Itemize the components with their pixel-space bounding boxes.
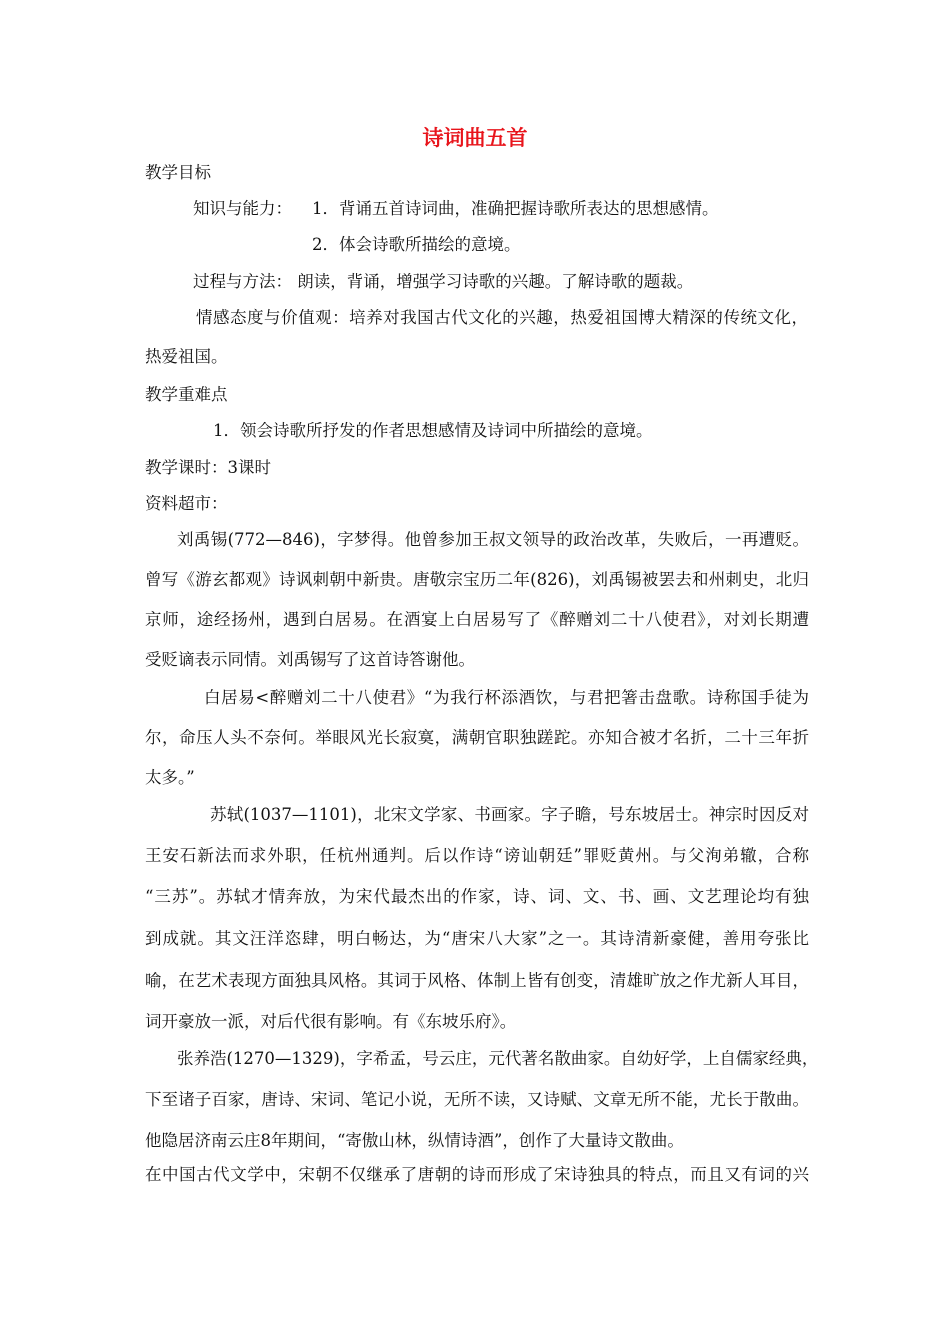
zhang-line-3: 他隐居济南云庄8年期间，“寄傲山林，纵情诗酒”，创作了大量诗文散曲。 <box>145 1131 684 1150</box>
su-line-6: 词开豪放一派，对后代很有影响。有《东坡乐府》。 <box>145 1012 517 1031</box>
knowledge-item-2: 2．体会诗歌所描绘的意境。 <box>312 235 521 254</box>
zhang-line-1: 张养浩(1270—1329)，字希孟，号云庄，元代著名散曲家。自幼好学，上自儒家经典， <box>177 1049 819 1068</box>
su-line-4: 到成就。其文汪洋恣肆，明白畅达，为“唐宋八大家”之一。其诗清新豪健，善用夸张比 <box>145 929 809 948</box>
su-line-3: “三苏”。苏轼才情奔放，为宋代最杰出的作家，诗、词、文、书、画、文艺理论均有独 <box>145 887 809 906</box>
class-hours: 教学课时：3课时 <box>145 458 271 477</box>
liu-line-2: 曾写《游玄都观》诗讽刺朝中新贵。唐敬宗宝历二年(826)，刘禹锡被罢去和州刺史，北归 <box>145 570 809 589</box>
su-line-2: 王安石新法而求外职，任杭州通判。后以作诗“谤讪朝廷”罪贬黄州。与父洵弟辙，合称 <box>145 846 809 865</box>
liu-line-3: 京师，途经扬州，遇到白居易。在酒宴上白居易写了《醉赠刘二十八使君》，对刘长期遭 <box>145 610 809 629</box>
process-method: 过程与方法： 朗读，背诵，增强学习诗歌的兴趣。了解诗歌的题裁。 <box>193 272 694 291</box>
song-line-1: 在中国古代文学中，宋朝不仅继承了唐朝的诗而形成了宋诗独具的特点，而且又有词的兴 <box>145 1165 809 1184</box>
emotion-line-2: 热爱祖国。 <box>145 347 228 366</box>
su-line-5: 喻，在艺术表现方面独具风格。其词于风格、体制上皆有创变，清雄旷放之作尤新人耳目， <box>145 971 809 990</box>
bai-line-3: 太多。” <box>145 768 195 787</box>
bai-line-1: 白居易<醉赠刘二十八使君》“为我行杯添酒饮，与君把箸击盘歌。诗称国手徒为 <box>204 688 809 707</box>
objectives-heading: 教学目标 <box>145 163 211 182</box>
su-line-1: 苏轼(1037—1101)，北宋文学家、书画家。字子瞻，号东坡居士。神宗时因反对 <box>210 805 809 824</box>
key-point-item-1: 1．领会诗歌所抒发的作者思想感情及诗词中所描绘的意境。 <box>213 421 653 440</box>
bai-line-2: 尔，命压人头不奈何。举眼风光长寂寞，满朝官职独蹉跎。亦知合被才名折，二十三年折 <box>145 728 809 747</box>
key-points-heading: 教学重难点 <box>145 385 228 404</box>
liu-line-4: 受贬谪表示同情。刘禹锡写了这首诗答谢他。 <box>145 650 475 669</box>
liu-line-1: 刘禹锡(772—846)，字梦得。他曾参加王叔文领导的政治改革，失败后，一再遭贬。 <box>177 530 809 549</box>
knowledge-label: 知识与能力： <box>193 199 292 218</box>
resources-heading: 资料超市： <box>145 494 228 513</box>
emotion-line-1: 情感态度与价值观：培养对我国古代文化的兴趣，热爱祖国博大精深的传统文化， <box>196 308 808 327</box>
page-title: 诗词曲五首 <box>422 126 528 150</box>
knowledge-item-1: 1．背诵五首诗词曲，准确把握诗歌所表达的思想感情。 <box>312 199 719 218</box>
zhang-line-2: 下至诸子百家，唐诗、宋词、笔记小说，无所不读，又诗赋、文章无所不能，尤长于散曲。 <box>145 1090 809 1109</box>
